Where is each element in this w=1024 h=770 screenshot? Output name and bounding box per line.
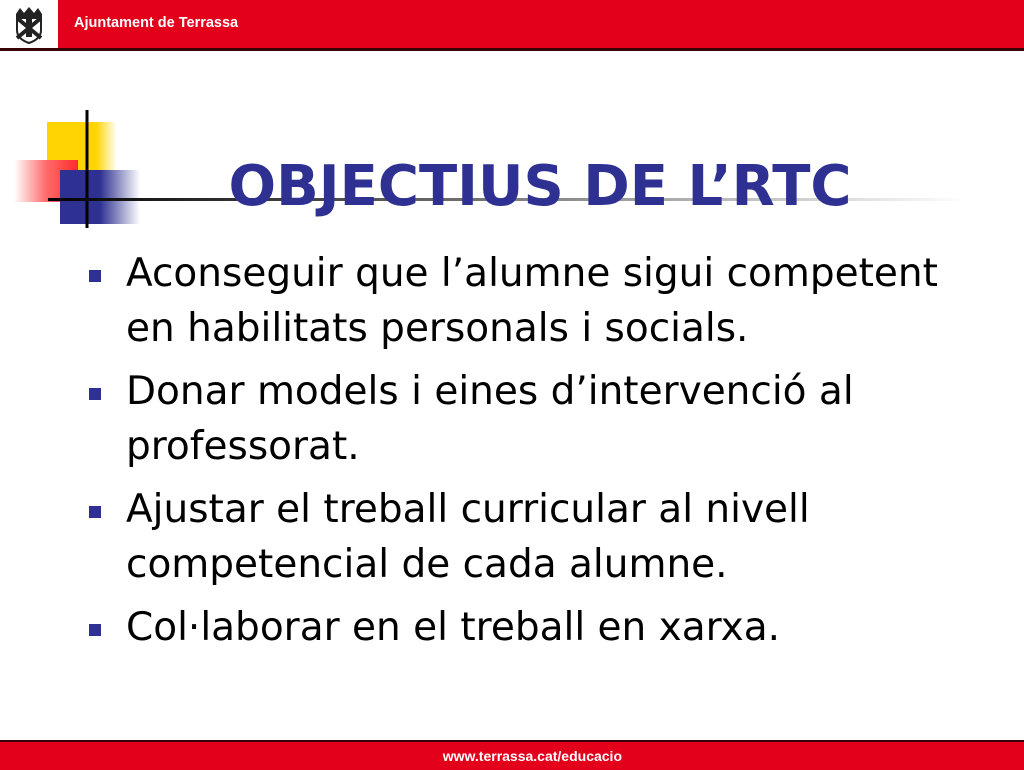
slide-title: OBJECTIUS DE L’RTC	[228, 153, 852, 219]
terrassa-coat-of-arms-icon	[10, 4, 48, 44]
bullet-item	[88, 364, 988, 474]
footer-bar	[0, 740, 1024, 770]
bullet-item	[88, 482, 988, 592]
bullet-marker	[89, 506, 101, 518]
header-bar	[0, 0, 1024, 51]
bullet-marker	[89, 388, 101, 400]
bullet-text: Donar models i eines d’intervenció al professorat.	[126, 369, 854, 469]
bullet-item	[88, 600, 988, 655]
blue-square	[60, 170, 140, 224]
bullet-marker	[89, 624, 101, 636]
footer-url[interactable]: www.terrassa.cat/educacio	[442, 748, 622, 764]
bullet-text: Ajustar el treball curricular al nivell competencial de cada alumne.	[126, 487, 810, 587]
bullet-text: Col·laborar en el treball en xarxa.	[126, 605, 781, 650]
bullet-item	[88, 246, 988, 356]
logo	[0, 0, 58, 48]
bullet-marker	[89, 270, 101, 282]
bullet-text: Aconseguir que l’alumne sigui competent en habilitats personals i socials.	[126, 251, 938, 351]
organization-name: Ajuntament de Terrassa	[74, 15, 239, 31]
bullet-list	[88, 246, 988, 663]
